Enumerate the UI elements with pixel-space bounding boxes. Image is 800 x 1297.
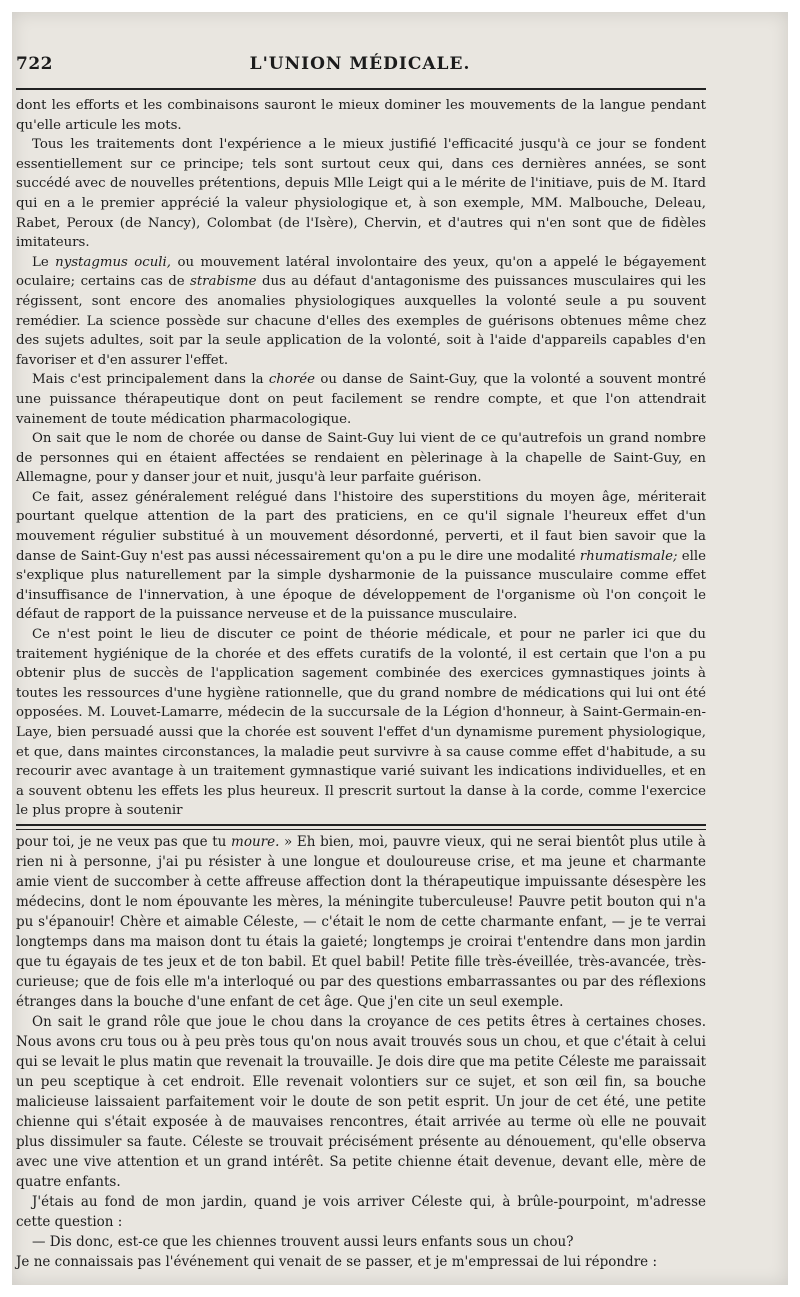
page-header bbox=[16, 54, 704, 82]
running-title: L'UNION MÉDICALE. bbox=[249, 54, 471, 74]
italic-term: moure. bbox=[231, 834, 280, 850]
text-run: ou danse de Saint-Guy, que la volonté a souvent montré une puissance thérapeutique dont on peut facilement se rendre compte, et que l'on attendrait vainement de toute médication pharmacologique. bbox=[16, 372, 706, 427]
feuilleton-body bbox=[16, 832, 706, 1272]
article-body bbox=[16, 96, 706, 821]
paragraph bbox=[16, 488, 706, 625]
paragraph: — Dis donc, est-ce que les chiennes trouvent aussi leurs enfants sous un chou? bbox=[32, 1234, 574, 1250]
paragraph bbox=[16, 253, 706, 371]
page-number: 722 bbox=[16, 54, 53, 74]
italic-term: rhumatismale; bbox=[579, 548, 678, 564]
paragraph: Ce n'est point le lieu de discuter ce point de théorie médicale, et pour ne parler ici que du traitement hygiénique de la chorée et des effets curatifs de la volonté, il est certain que l'on a pu obtenir plus de succès de l'application sagement combinée des exercices gymnastiques joints à toutes les ressources d'une hygiène rationnelle, que du grand nombre de médications qui lui ont été opposées. M. Louvet-Lamarre, médecin de la succursale de la Légion d'honneur, à Saint-Germain-en-Laye, bien persuadé aussi que la chorée est souvent l'effet d'un dynamisme purement physiologique, et que, dans maintes circonstances, la maladie peut survivre à sa cause comme effet d'habitude, a su recourir avec avantage à un traitement gymnastique varié suivant les indications individuelles, et en a souvent obtenu les effets les plus heureux. Il prescrit surtout la danse à la corde, comme l'exercice le plus propre à soutenir bbox=[16, 627, 706, 819]
paragraph: dont les efforts et les combinaisons sauront le mieux dominer les mouvements de la langue pendant qu'elle articule les mots. bbox=[16, 98, 706, 133]
paragraph bbox=[16, 370, 706, 429]
feuilleton-separator bbox=[16, 824, 706, 830]
italic-term: chorée bbox=[268, 372, 315, 388]
italic-term: strabisme bbox=[190, 274, 257, 290]
paragraph: J'étais au fond de mon jardin, quand je vois arriver Céleste qui, à brûle-pourpoint, m'adresse cette question : bbox=[16, 1194, 706, 1230]
paragraph bbox=[16, 832, 706, 1012]
text-run: Mais c'est principalement dans la bbox=[32, 372, 269, 388]
text-run: Le bbox=[32, 254, 56, 270]
paragraph: Tous les traitements dont l'expérience a le mieux justifié l'efficacité jusqu'à ce jour se fondent essentiellement sur ce principe; tels sont surtout ceux qui, dans ces dernières années, se sont succédé avec de nouvelles prétentions, depuis Mlle Leigt qui a le mérite de l'initiave, puis de M. Itard qui en a le premier apprécié la valeur physiologique et, à son exemple, MM. Malbouche, Deleau, Rabet, Peroux (de Nancy), Colombat (de l'Isère), Chervin, et d'autres qui n'en sont que de fidèles imitateurs. bbox=[16, 137, 706, 251]
paragraph: On sait le grand rôle que joue le chou dans la croyance de ces petits êtres à certaines choses. Nous avons cru tous ou à peu près tous qu'on nous avait trouvés sous un chou, et que c'était à celui qui se levait le plus matin que revenait la trouvaille. Je dois dire que ma petite Céleste me paraissait un peu sceptique à cet endroit. Elle revenait volontiers sur ce sujet, et son œil fin, sa bouche malicieuse laissaient parfaitement voir le doute de son petit esprit. Un jour de cet été, une petite chienne qui s'était exposée à de mauvaises rencontres, était arrivée au terme où elle ne pouvait plus dissimuler sa faute. Céleste se trouvait précisément présente au dénouement, qu'elle observa avec une vive attention et un grand intérêt. Sa petite chienne était devenue, devant elle, mère de quatre enfants. bbox=[16, 1014, 706, 1190]
italic-term: nystagmus oculi, bbox=[55, 254, 172, 270]
paragraph: Je ne connaissais pas l'événement qui venait de se passer, et je m'empressai de lui répondre : bbox=[16, 1254, 657, 1270]
header-rule bbox=[16, 88, 706, 90]
text-run: ou mouvement latéral involontaire des yeux, qu'on a appelé le bégayement oculaire; certains cas de bbox=[16, 254, 707, 290]
text-run: pour toi, je ne veux pas que tu bbox=[16, 834, 232, 850]
text-run: elle s'explique plus naturellement par la simple dysharmonie de la puissance musculaire comme effet d'insuffisance de l'innervation, à une époque de développement de l'organisme où l'on conçoit le défaut de rapport de la puissance nerveuse et de la puissance musculaire. bbox=[16, 548, 706, 623]
paragraph: On sait que le nom de chorée ou danse de Saint-Guy lui vient de ce qu'autrefois un grand nombre de personnes qui en étaient affectées se rendaient en pèlerinage à la chapelle de Saint-Guy, en Allemagne, pour y danser jour et nuit, jusqu'à leur parfaite guérison. bbox=[16, 431, 706, 486]
text-run: » Eh bien, moi, pauvre vieux, qui ne serai bientôt plus utile à rien ni à personne, j'ai pu résister à une longue et douloureuse crise, et ma jeune et charmante amie vient de succomber à cette affreuse affection dont la thérapeutique impuissante désespère les médecins, dont le nom épouvante les mères, la méningite tuberculeuse! Pauvre petit bouton qui n'a pu s'épanouir! Chère et aimable Céleste, — c'était le nom de cette charmante enfant, — je te verrai longtemps dans ma maison dont tu étais la gaieté; longtemps je croirai t'entendre dans mon jardin que tu égayais de tes jeux et de ton babil. Et quel babil! Petite fille très-éveillée, très-avancée, très-curieuse; que de fois elle m'a interloqué ou par des questions embarrassantes ou par des réflexions étranges dans la bouche d'une enfant de cet âge. Que j'en cite un seul exemple. bbox=[16, 834, 706, 1010]
text-run: Ce fait, assez généralement relégué dans l'histoire des superstitions du moyen âge, mériterait pourtant quelque attention de la part des praticiens, en ce qu'il signale l'heureux effet d'un mouvement régulier substitué à un mouvement désordonné, perverti, et il faut bien savoir que la danse de Saint-Guy n'est pas aussi nécessairement qu'on a pu le dire une modalité bbox=[16, 489, 706, 564]
text-run: dus au défaut d'antagonisme des puissances musculaires qui les régissent, sont encore des anomalies physiologiques auxquelles la volonté seule a pu souvent remédier. La science possède sur chacune d'elles des exemples de guérisons obtenues même chez des sujets adultes, soit par la seule application de la volonté, soit à l'aide d'appareils capables d'en favoriser et d'en assurer l'effet. bbox=[16, 274, 706, 368]
